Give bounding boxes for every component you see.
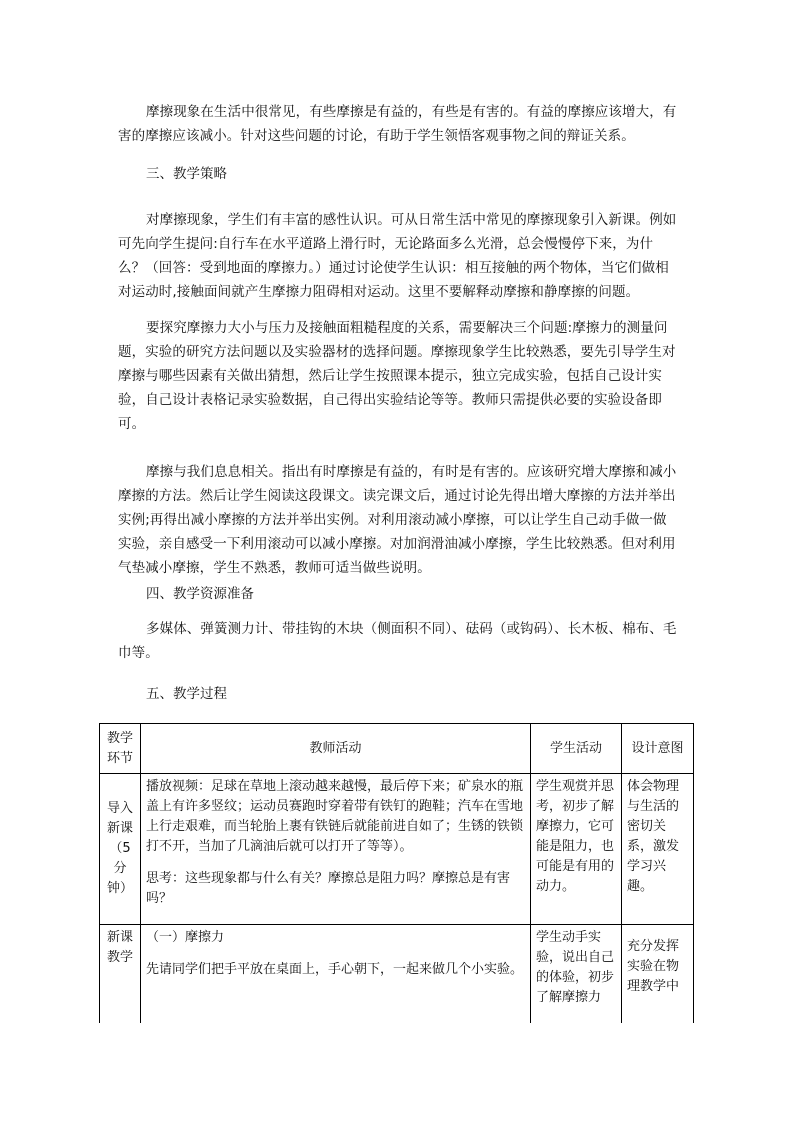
teaching-process-table — [99, 723, 694, 1023]
heading-teaching-process: 五、教学过程 — [146, 686, 227, 702]
table-row — [100, 925, 694, 1023]
heading-teaching-resources: 四、教学资源准备 — [146, 586, 254, 602]
student-activity-cell: 学生动手实验，说出自己的体验，初步了解摩擦力 — [531, 925, 622, 1023]
paragraph-resources: 多媒体、弹簧测力计、带挂钩的木块（侧面积不同）、砝码（或钩码）、长木板、棉布、毛巾等。 — [118, 621, 677, 661]
student-activity-cell: 学生观赏并思考，初步了解摩擦力，它可能是阻力，也可能是有用的动力。 — [531, 774, 622, 925]
design-intent-cell: 体会物理与生活的密切关系，激发学习兴趣。 — [622, 774, 694, 925]
paragraph-strategy-intro: 对摩擦现象，学生们有丰富的感性认识。可从日常生活中常见的摩擦现象引入新课。例如可先向学生提问:自行车在水平道路上滑行时，无论路面多么光滑，总会慢慢停下来，为什么？（回答：受到地面的摩擦力。）通过讨论使学生认识：相互接触的两个物体，当它们做相对运动时,接触面间就产生摩擦力阻碍相对运动。这里不要解释动摩擦和静摩擦的问题。 — [118, 212, 677, 300]
header-design-intent: 设计意图 — [622, 724, 694, 774]
paragraph-strategy-methods: 摩擦与我们息息相关。指出有时摩擦是有益的，有时是有害的。应该研究增大摩擦和减小摩擦的方法。然后让学生阅读这段课文。读完课文后，通过讨论先得出增大摩擦的方法并举出实例;再得出减小摩擦的方法并举出实例。对利用滚动减小摩擦，可以让学生自己动手做一做实验，亲自感受一下利用滚动可以减小摩擦。对加润滑油减小摩擦，学生比较熟悉。但对利用气垫减小摩擦，学生不熟悉，教师可适当做些说明。 — [118, 464, 677, 576]
cell-spacer — [146, 948, 525, 960]
teacher-question-text: 思考：这些现象都与什么有关？摩擦总是阻力吗？摩擦总是有害吗？ — [146, 871, 511, 906]
stage-cell: 导入新课（5分钟） — [100, 774, 141, 925]
section-title-text: （一）摩擦力 — [146, 930, 225, 945]
paragraph-friction-intro: 摩擦现象在生活中很常见，有些摩擦是有益的，有些是有害的。有益的摩擦应该增大，有害的摩擦应该减小。针对这些问题的讨论，有助于学生领悟客观事物之间的辩证关系。 — [118, 104, 677, 144]
design-intent-cell: 充分发挥实验在物理教学中 — [622, 925, 694, 1023]
teacher-activity-text: 播放视频：足球在草地上滚动越来越慢，最后停下来；矿泉水的瓶盖上有许多竖纹；运动员赛跑时穿着带有铁钉的跑鞋；汽车在雪地上行走艰难，而当轮胎上裹有铁链后就能前进自如了；生锈的铁锁打不开，当加了几滴油后就可以打开了等等）。 — [146, 779, 524, 854]
cell-spacer — [146, 857, 525, 869]
header-teacher-activity: 教师活动 — [141, 724, 531, 774]
table-header-row — [100, 724, 694, 774]
teacher-activity-text: 先请同学们把手平放在桌面上，手心朝下，一起来做几个小实验。 — [146, 962, 524, 977]
paragraph-strategy-experiment: 要探究摩擦力大小与压力及接触面粗糙程度的关系，需要解决三个问题:摩擦力的测量问题，实验的研究方法问题以及实验器材的选择问题。摩擦现象学生比较熟悉，要先引导学生对摩擦与哪些因素有关做出猜想，然后让学生按照课本提示，独立完成实验，包括自己设计实验，自己设计表格记录实验数据，自己得出实验结论等等。教师只需提供必要的实验设备即可。 — [118, 320, 676, 432]
table-row — [100, 774, 694, 925]
stage-cell: 新课教学 — [100, 925, 141, 1023]
teacher-activity-cell — [141, 925, 531, 1023]
teacher-activity-cell — [141, 774, 531, 925]
heading-teaching-strategy: 三、教学策略 — [146, 166, 227, 182]
header-stage: 教学环节 — [100, 724, 141, 774]
header-student-activity: 学生活动 — [531, 724, 622, 774]
